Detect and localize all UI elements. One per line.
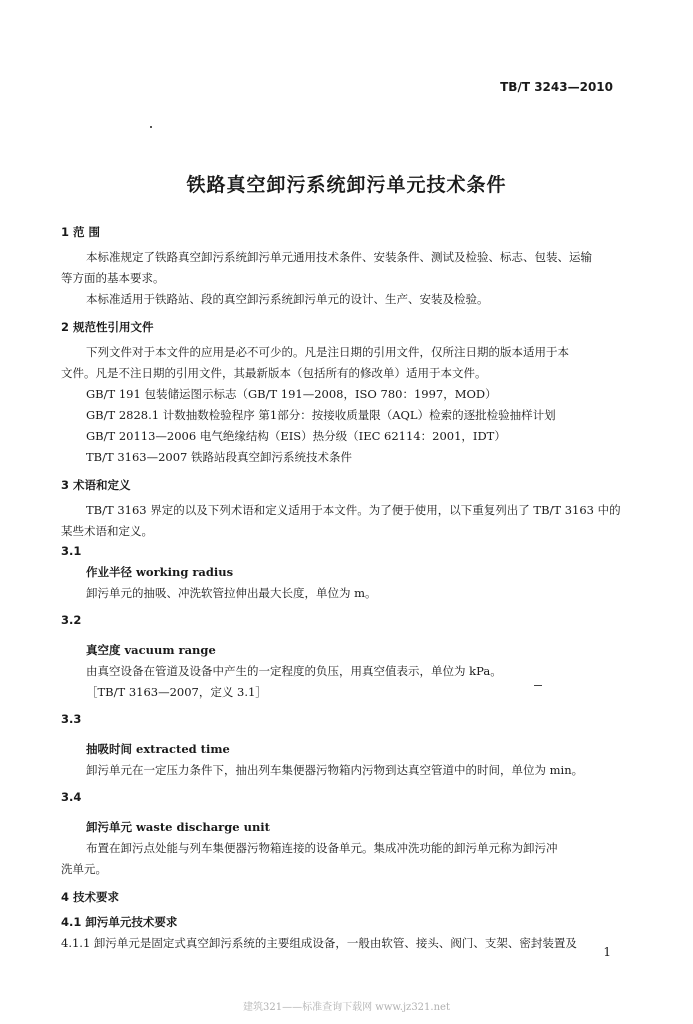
page-number: 1: [603, 945, 611, 959]
standard-number: TB/T 3243—2010: [500, 80, 613, 94]
text-line: 某些术语和定义。: [61, 524, 153, 538]
section-heading: 3 术语和定义: [61, 478, 131, 492]
text-line: 本标准适用于铁路站、段的真空卸污系统卸污单元的设计、生产、安装及检验。: [86, 292, 489, 306]
text-line: 下列文件对于本文件的应用是必不可少的。凡是注日期的引用文件，仅所注日期的版本适用于本: [86, 345, 569, 359]
term-entry: 真空度 vacuum range: [86, 643, 216, 657]
text-line: 由真空设备在管道及设备中产生的一定程度的负压，用真空值表示，单位为 kPa。: [86, 664, 502, 678]
text-line: 布置在卸污点处能与列车集便器污物箱连接的设备单元。集成冲洗功能的卸污单元称为卸污冲: [86, 841, 558, 855]
text-line: ［TB/T 3163—2007，定义 3.1］: [86, 685, 267, 699]
scan-speck: [150, 126, 152, 128]
text-line: 等方面的基本要求。: [61, 271, 165, 285]
text-line: 卸污单元在一定压力条件下，抽出列车集便器污物箱内污物到达真空管道中的时间，单位为 min。: [86, 763, 584, 777]
scan-mark: [534, 685, 542, 686]
section-heading: 3.1: [61, 544, 82, 558]
text-line: TB/T 3163 界定的以及下列术语和定义适用于本文件。为了便于使用，以下重复列出了 TB/T 3163 中的: [86, 503, 621, 517]
text-line: GB/T 2828.1 计数抽数检验程序 第1部分：按接收质量限（AQL）检索的逐批检验抽样计划: [86, 408, 556, 422]
section-heading: 4 技术要求: [61, 890, 120, 904]
text-line: 本标准规定了铁路真空卸污系统卸污单元通用技术条件、安装条件、测试及检验、标志、包装、运输: [86, 250, 592, 264]
term-entry: 抽吸时间 extracted time: [86, 742, 230, 756]
term-entry: 卸污单元 waste discharge unit: [86, 820, 270, 834]
text-line: 卸污单元的抽吸、冲洗软管拉伸出最大长度，单位为 m。: [86, 586, 377, 600]
section-heading: 3.4: [61, 790, 82, 804]
document-title: 铁路真空卸污系统卸污单元技术条件: [186, 174, 507, 196]
section-heading: 4.1 卸污单元技术要求: [61, 915, 178, 929]
section-heading: 1 范 围: [61, 225, 101, 239]
section-heading: 3.2: [61, 613, 82, 627]
text-line: 洗单元。: [61, 862, 107, 876]
text-line: 文件。凡是不注日期的引用文件，其最新版本（包括所有的修改单）适用于本文件。: [61, 366, 487, 380]
text-line: 4.1.1 卸污单元是固定式真空卸污系统的主要组成设备，一般由软管、接头、阀门、支架、密封装置及: [61, 936, 577, 950]
text-line: GB/T 20113—2006 电气绝缘结构（EIS）热分级（IEC 62114：2001，IDT）: [86, 429, 506, 443]
section-heading: 3.3: [61, 712, 82, 726]
term-entry: 作业半径 working radius: [86, 565, 234, 579]
section-heading: 2 规范性引用文件: [61, 320, 154, 334]
text-line: TB/T 3163—2007 铁路站段真空卸污系统技术条件: [86, 450, 353, 464]
watermark-footer: 建筑321——标准查询下载网 www.jz321.net: [243, 1002, 450, 1013]
text-line: GB/T 191 包装储运图示标志（GB/T 191—2008，ISO 780：1997，MOD）: [86, 387, 497, 401]
